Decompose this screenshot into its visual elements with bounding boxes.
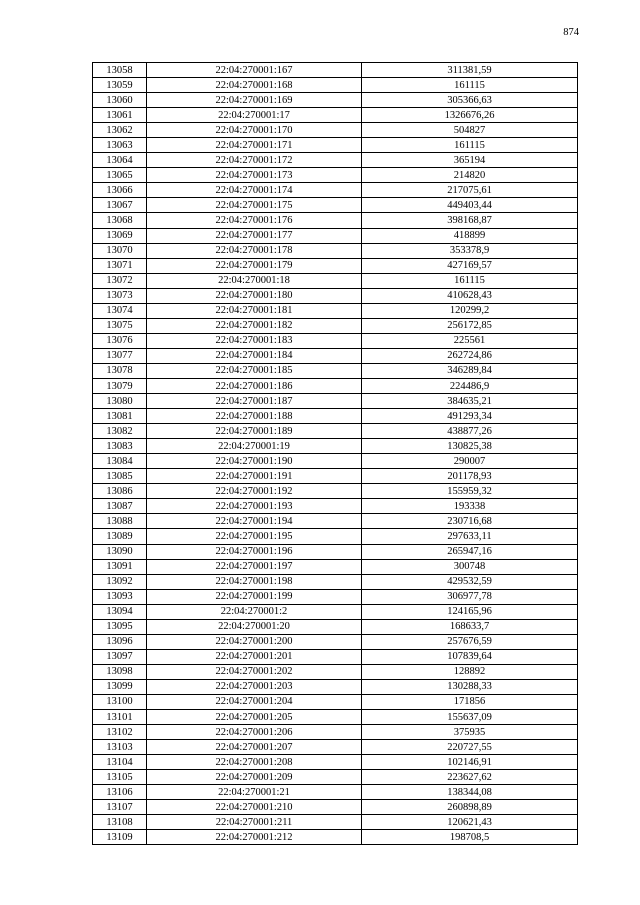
row-number-cell: 13058 — [93, 63, 147, 78]
cadastral-number-cell: 22:04:270001:209 — [147, 770, 362, 785]
table-row — [93, 348, 578, 363]
row-number-cell: 13080 — [93, 394, 147, 409]
cadastral-value-cell: 418899 — [362, 228, 578, 243]
row-number-cell: 13087 — [93, 499, 147, 514]
cadastral-value-cell: 1326676,26 — [362, 108, 578, 123]
cadastral-value-cell: 429532,59 — [362, 574, 578, 589]
table-row — [93, 93, 578, 108]
cadastral-number-cell: 22:04:270001:172 — [147, 153, 362, 168]
row-number-cell: 13106 — [93, 785, 147, 800]
row-number-cell: 13081 — [93, 409, 147, 424]
cadastral-value-cell: 155959,32 — [362, 484, 578, 499]
row-number-cell: 13101 — [93, 710, 147, 725]
cadastral-number-cell: 22:04:270001:171 — [147, 138, 362, 153]
row-number-cell: 13076 — [93, 333, 147, 348]
cadastral-value-cell: 256172,85 — [362, 318, 578, 333]
cadastral-value-cell: 297633,11 — [362, 529, 578, 544]
table-row — [93, 424, 578, 439]
cadastral-number-cell: 22:04:270001:210 — [147, 800, 362, 815]
row-number-cell: 13077 — [93, 348, 147, 363]
cadastral-value-cell: 384635,21 — [362, 394, 578, 409]
cadastral-number-cell: 22:04:270001:169 — [147, 93, 362, 108]
cadastral-number-cell: 22:04:270001:176 — [147, 213, 362, 228]
cadastral-value-cell: 265947,16 — [362, 544, 578, 559]
cadastral-number-cell: 22:04:270001:182 — [147, 318, 362, 333]
table-row — [93, 679, 578, 694]
row-number-cell: 13068 — [93, 213, 147, 228]
row-number-cell: 13103 — [93, 740, 147, 755]
cadastral-number-cell: 22:04:270001:206 — [147, 725, 362, 740]
cadastral-number-cell: 22:04:270001:203 — [147, 679, 362, 694]
row-number-cell: 13061 — [93, 108, 147, 123]
table-row — [93, 664, 578, 679]
cadastral-value-cell: 346289,84 — [362, 363, 578, 378]
table-row — [93, 649, 578, 664]
cadastral-value-cell: 161115 — [362, 78, 578, 93]
row-number-cell: 13098 — [93, 664, 147, 679]
cadastral-number-cell: 22:04:270001:180 — [147, 288, 362, 303]
cadastral-value-table — [92, 62, 578, 845]
cadastral-value-cell: 260898,89 — [362, 800, 578, 815]
table-row — [93, 228, 578, 243]
cadastral-number-cell: 22:04:270001:199 — [147, 589, 362, 604]
row-number-cell: 13073 — [93, 288, 147, 303]
cadastral-number-cell: 22:04:270001:181 — [147, 303, 362, 318]
cadastral-number-cell: 22:04:270001:196 — [147, 544, 362, 559]
row-number-cell: 13084 — [93, 454, 147, 469]
table-row — [93, 710, 578, 725]
cadastral-number-cell: 22:04:270001:207 — [147, 740, 362, 755]
cadastral-number-cell: 22:04:270001:204 — [147, 694, 362, 709]
cadastral-number-cell: 22:04:270001:188 — [147, 409, 362, 424]
cadastral-number-cell: 22:04:270001:17 — [147, 108, 362, 123]
cadastral-number-cell: 22:04:270001:211 — [147, 815, 362, 830]
row-number-cell: 13086 — [93, 484, 147, 499]
cadastral-number-cell: 22:04:270001:185 — [147, 363, 362, 378]
row-number-cell: 13067 — [93, 198, 147, 213]
table-row — [93, 484, 578, 499]
cadastral-number-cell: 22:04:270001:19 — [147, 439, 362, 454]
table-row — [93, 198, 578, 213]
table-row — [93, 138, 578, 153]
cadastral-number-cell: 22:04:270001:194 — [147, 514, 362, 529]
table-row — [93, 499, 578, 514]
cadastral-number-cell: 22:04:270001:183 — [147, 333, 362, 348]
cadastral-number-cell: 22:04:270001:187 — [147, 394, 362, 409]
table-row — [93, 394, 578, 409]
table-row — [93, 604, 578, 619]
row-number-cell: 13070 — [93, 243, 147, 258]
cadastral-number-cell: 22:04:270001:186 — [147, 378, 362, 393]
cadastral-number-cell: 22:04:270001:195 — [147, 529, 362, 544]
cadastral-value-cell: 161115 — [362, 138, 578, 153]
cadastral-number-cell: 22:04:270001:190 — [147, 454, 362, 469]
row-number-cell: 13083 — [93, 439, 147, 454]
table-row — [93, 619, 578, 634]
cadastral-number-cell: 22:04:270001:191 — [147, 469, 362, 484]
row-number-cell: 13109 — [93, 830, 147, 845]
row-number-cell: 13089 — [93, 529, 147, 544]
cadastral-number-cell: 22:04:270001:170 — [147, 123, 362, 138]
cadastral-value-cell: 353378,9 — [362, 243, 578, 258]
table-row — [93, 258, 578, 273]
row-number-cell: 13088 — [93, 514, 147, 529]
table-row — [93, 770, 578, 785]
cadastral-value-cell: 223627,62 — [362, 770, 578, 785]
cadastral-value-cell: 130825,38 — [362, 439, 578, 454]
cadastral-value-cell: 120621,43 — [362, 815, 578, 830]
cadastral-number-cell: 22:04:270001:18 — [147, 273, 362, 288]
table-row — [93, 740, 578, 755]
cadastral-number-cell: 22:04:270001:175 — [147, 198, 362, 213]
table-row — [93, 469, 578, 484]
table-row — [93, 589, 578, 604]
row-number-cell: 13072 — [93, 273, 147, 288]
table-row — [93, 439, 578, 454]
row-number-cell: 13059 — [93, 78, 147, 93]
cadastral-value-cell: 449403,44 — [362, 198, 578, 213]
page-number: 874 — [563, 27, 579, 38]
cadastral-number-cell: 22:04:270001:198 — [147, 574, 362, 589]
table-row — [93, 409, 578, 424]
table-row — [93, 288, 578, 303]
table-row — [93, 213, 578, 228]
cadastral-value-cell: 124165,96 — [362, 604, 578, 619]
cadastral-value-cell: 438877,26 — [362, 424, 578, 439]
cadastral-value-cell: 220727,55 — [362, 740, 578, 755]
cadastral-number-cell: 22:04:270001:2 — [147, 604, 362, 619]
row-number-cell: 13090 — [93, 544, 147, 559]
cadastral-number-cell: 22:04:270001:173 — [147, 168, 362, 183]
row-number-cell: 13096 — [93, 634, 147, 649]
cadastral-value-cell: 198708,5 — [362, 830, 578, 845]
table-row — [93, 153, 578, 168]
table-row — [93, 559, 578, 574]
table-row — [93, 830, 578, 845]
cadastral-value-cell: 107839,64 — [362, 649, 578, 664]
cadastral-number-cell: 22:04:270001:178 — [147, 243, 362, 258]
cadastral-number-cell: 22:04:270001:179 — [147, 258, 362, 273]
table-row — [93, 454, 578, 469]
row-number-cell: 13100 — [93, 694, 147, 709]
row-number-cell: 13064 — [93, 153, 147, 168]
row-number-cell: 13097 — [93, 649, 147, 664]
cadastral-number-cell: 22:04:270001:174 — [147, 183, 362, 198]
row-number-cell: 13095 — [93, 619, 147, 634]
table-row — [93, 123, 578, 138]
row-number-cell: 13069 — [93, 228, 147, 243]
cadastral-value-cell: 306977,78 — [362, 589, 578, 604]
cadastral-number-cell: 22:04:270001:200 — [147, 634, 362, 649]
cadastral-value-cell: 217075,61 — [362, 183, 578, 198]
row-number-cell: 13071 — [93, 258, 147, 273]
row-number-cell: 13060 — [93, 93, 147, 108]
cadastral-number-cell: 22:04:270001:177 — [147, 228, 362, 243]
cadastral-number-cell: 22:04:270001:21 — [147, 785, 362, 800]
cadastral-value-cell: 171856 — [362, 694, 578, 709]
row-number-cell: 13108 — [93, 815, 147, 830]
cadastral-value-cell: 224486,9 — [362, 378, 578, 393]
row-number-cell: 13075 — [93, 318, 147, 333]
table-row — [93, 785, 578, 800]
row-number-cell: 13065 — [93, 168, 147, 183]
cadastral-value-cell: 155637,09 — [362, 710, 578, 725]
cadastral-number-cell: 22:04:270001:208 — [147, 755, 362, 770]
cadastral-value-cell: 491293,34 — [362, 409, 578, 424]
cadastral-value-cell: 230716,68 — [362, 514, 578, 529]
table-row — [93, 800, 578, 815]
cadastral-value-cell: 161115 — [362, 273, 578, 288]
row-number-cell: 13105 — [93, 770, 147, 785]
row-number-cell: 13066 — [93, 183, 147, 198]
cadastral-value-cell: 311381,59 — [362, 63, 578, 78]
cadastral-value-cell: 168633,7 — [362, 619, 578, 634]
cadastral-value-cell: 128892 — [362, 664, 578, 679]
row-number-cell: 13063 — [93, 138, 147, 153]
row-number-cell: 13074 — [93, 303, 147, 318]
table-row — [93, 694, 578, 709]
row-number-cell: 13104 — [93, 755, 147, 770]
row-number-cell: 13092 — [93, 574, 147, 589]
table-body — [93, 63, 578, 845]
cadastral-number-cell: 22:04:270001:184 — [147, 348, 362, 363]
cadastral-number-cell: 22:04:270001:212 — [147, 830, 362, 845]
cadastral-number-cell: 22:04:270001:193 — [147, 499, 362, 514]
cadastral-value-cell: 398168,87 — [362, 213, 578, 228]
cadastral-value-cell: 138344,08 — [362, 785, 578, 800]
cadastral-value-cell: 305366,63 — [362, 93, 578, 108]
row-number-cell: 13102 — [93, 725, 147, 740]
cadastral-number-cell: 22:04:270001:192 — [147, 484, 362, 499]
cadastral-number-cell: 22:04:270001:205 — [147, 710, 362, 725]
cadastral-value-cell: 410628,43 — [362, 288, 578, 303]
cadastral-value-cell: 130288,33 — [362, 679, 578, 694]
row-number-cell: 13093 — [93, 589, 147, 604]
cadastral-value-cell: 427169,57 — [362, 258, 578, 273]
table-row — [93, 815, 578, 830]
cadastral-value-cell: 504827 — [362, 123, 578, 138]
table-row — [93, 243, 578, 258]
cadastral-value-cell: 375935 — [362, 725, 578, 740]
row-number-cell: 13107 — [93, 800, 147, 815]
row-number-cell: 13079 — [93, 378, 147, 393]
cadastral-number-cell: 22:04:270001:202 — [147, 664, 362, 679]
table-row — [93, 755, 578, 770]
table-row — [93, 363, 578, 378]
cadastral-value-cell: 290007 — [362, 454, 578, 469]
table-row — [93, 318, 578, 333]
row-number-cell: 13085 — [93, 469, 147, 484]
table-row — [93, 725, 578, 740]
table-row — [93, 514, 578, 529]
table-row — [93, 63, 578, 78]
table-row — [93, 634, 578, 649]
cadastral-value-cell: 262724,86 — [362, 348, 578, 363]
table-row — [93, 108, 578, 123]
table-row — [93, 529, 578, 544]
table-row — [93, 273, 578, 288]
table-row — [93, 168, 578, 183]
cadastral-value-cell: 365194 — [362, 153, 578, 168]
cadastral-number-cell: 22:04:270001:168 — [147, 78, 362, 93]
cadastral-value-cell: 214820 — [362, 168, 578, 183]
row-number-cell: 13078 — [93, 363, 147, 378]
row-number-cell: 13094 — [93, 604, 147, 619]
cadastral-number-cell: 22:04:270001:20 — [147, 619, 362, 634]
row-number-cell: 13062 — [93, 123, 147, 138]
table-row — [93, 378, 578, 393]
table-row — [93, 544, 578, 559]
cadastral-value-cell: 225561 — [362, 333, 578, 348]
cadastral-value-cell: 102146,91 — [362, 755, 578, 770]
cadastral-number-cell: 22:04:270001:197 — [147, 559, 362, 574]
row-number-cell: 13082 — [93, 424, 147, 439]
cadastral-number-cell: 22:04:270001:201 — [147, 649, 362, 664]
cadastral-value-cell: 201178,93 — [362, 469, 578, 484]
table-row — [93, 183, 578, 198]
cadastral-number-cell: 22:04:270001:167 — [147, 63, 362, 78]
table-row — [93, 78, 578, 93]
table-row — [93, 574, 578, 589]
table-row — [93, 333, 578, 348]
cadastral-value-cell: 193338 — [362, 499, 578, 514]
cadastral-value-cell: 257676,59 — [362, 634, 578, 649]
table-row — [93, 303, 578, 318]
cadastral-number-cell: 22:04:270001:189 — [147, 424, 362, 439]
cadastral-value-cell: 300748 — [362, 559, 578, 574]
row-number-cell: 13091 — [93, 559, 147, 574]
cadastral-value-cell: 120299,2 — [362, 303, 578, 318]
row-number-cell: 13099 — [93, 679, 147, 694]
